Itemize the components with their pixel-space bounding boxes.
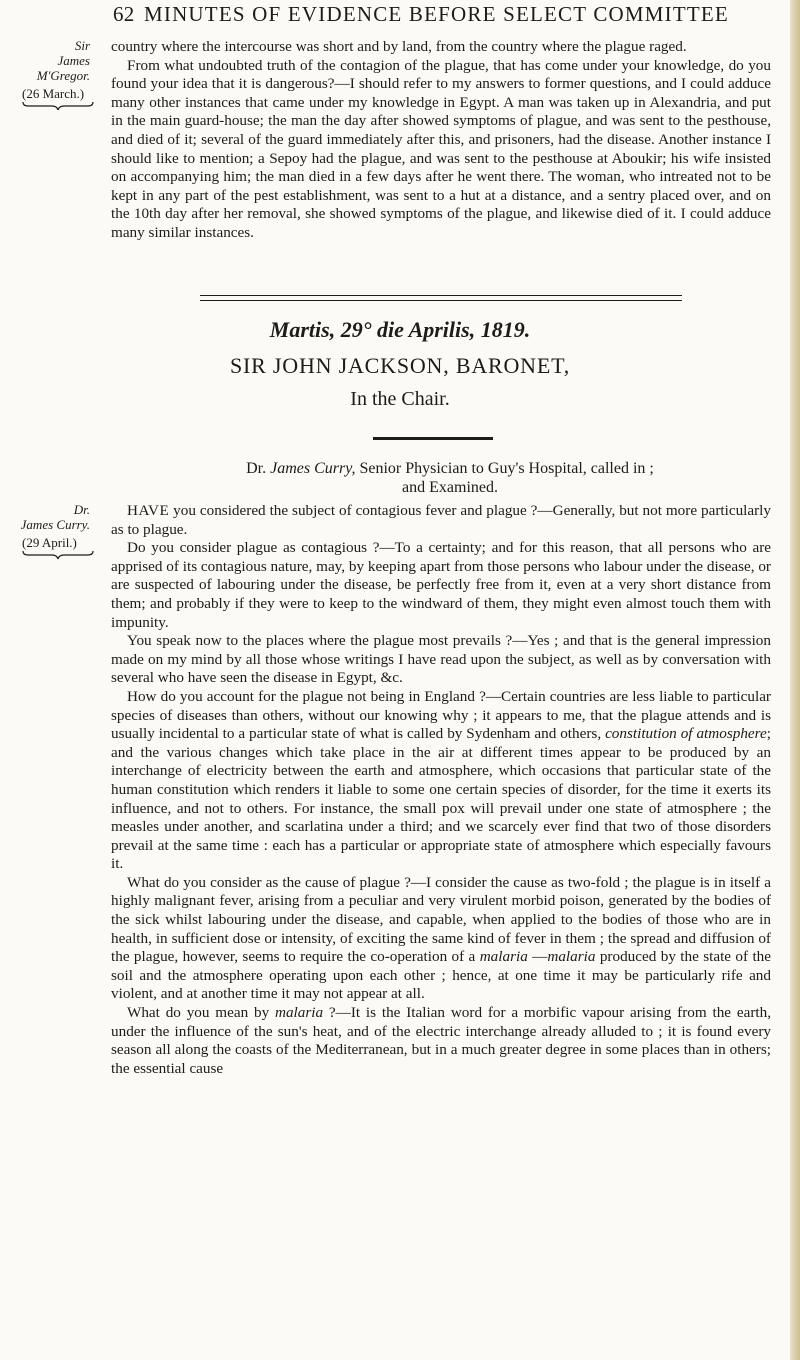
italic-term: malaria bbox=[547, 948, 596, 966]
qa-paragraph bbox=[111, 57, 771, 243]
margin-note-date: (29 April.) bbox=[22, 535, 77, 550]
margin-note-date: (26 March.) bbox=[22, 86, 85, 101]
brace-icon bbox=[22, 101, 94, 111]
drop-cap-word: HAVE bbox=[127, 502, 170, 519]
running-head-title: MINUTES OF EVIDENCE BEFORE SELECT COMMITTEE bbox=[144, 2, 729, 26]
margin-note-title: Sir bbox=[74, 38, 90, 53]
section-divider-rule bbox=[200, 295, 682, 301]
evidence-paragraph: HAVE you considered the subject of contagious fever and plague ?—Generally, but not more particularly as to plague. bbox=[111, 502, 771, 538]
evidence-text-block bbox=[111, 502, 771, 1078]
chair-line: In the Chair. bbox=[350, 388, 450, 410]
witness-intro bbox=[200, 459, 700, 497]
chair-name: SIR JOHN JACKSON, BARONET, bbox=[229, 353, 571, 378]
witness-description: Senior Physician to Guy's Hospital, called in ; bbox=[355, 460, 654, 477]
evidence-paragraph: What do you mean by malaria ?—It is the Italian word for a morbific vapour arising from the earth, under the influence of the sun's heat, and of the electric interchange already alluded to ; it is found every season all along the coasts of the Mediterranean, but in a much greater degree in some places than in others; the essential cause bbox=[111, 1004, 771, 1077]
witness-prefix: Dr. bbox=[246, 460, 267, 477]
answer-text: —I should refer to my answers to former questions, and I could adduce many other instances that came under my knowledge in Egypt. A man was taken up in Alexandria, and put in the main guard-house; the man the day after showed symptoms of plague, and was sent to the pesthouse, and died of it; several of the guard immediately after this, and prisoners, had the disease. Another instance I should like to mention; a Sepoy had the plague, and was sent to the pesthouse at Aboukir; his wife insisted on accompanying him; the man died in a few days after he went there. The woman, who intreated not to be kept in any part of the pest establishment, was sent to a hut at a distance, and a sentry placed over, and on the 10th day after her removal, she showed symptoms of the plague, and likewise died of it. I could adduce many similar instances. bbox=[111, 75, 771, 241]
evidence-paragraph: How do you account for the plague not being in England ?—Certain countries are less liable to particular species of diseases than others, without our knowing why ; it appears to me, that the plague attends and is usually incidental to a particular state of what is called by Sydenham and others, constitution of atmosphere; and the various changes which take place in the air at different times appear to be produced by an interchange of electricity between the earth and atmosphere, which occasions that particular state of the human constitution which renders it liable to some one certain species of disorder, for the time it exerts its influence, and not to others. For instance, the small pox will prevail under one state of atmosphere ; the measles under another, and scarlatina under a third; and we scarcely ever find that two of those disorders prevail at the same time : each has a particular or appropriate state of atmosphere which especially favours it. bbox=[111, 687, 771, 873]
session-date: Martis, 29° die Aprilis, 1819. bbox=[269, 317, 531, 342]
witness-examined: and Examined. bbox=[402, 479, 498, 496]
italic-term: constitution of atmosphere bbox=[605, 725, 767, 743]
continued-paragraph: country where the intercourse was short and by land, from the country where the plague raged. bbox=[111, 38, 687, 55]
brace-icon bbox=[22, 550, 94, 560]
evidence-paragraph: You speak now to the places where the plague most prevails ?—Yes ; and that is the general impression made on my mind by all those whose writings I have read upon the subject, as well as by conversation with several who have seen the disease in Egypt, &c. bbox=[111, 632, 771, 687]
margin-note-curry bbox=[8, 502, 92, 560]
margin-note-name: James M'Gregor. bbox=[36, 53, 90, 83]
short-divider-rule bbox=[373, 437, 493, 440]
question-text: From what undoubted truth of the contagion of the plague, that has come under your knowledge, do you found your idea that it is dangerous? bbox=[111, 56, 771, 93]
running-head bbox=[0, 2, 800, 32]
margin-note-title: Dr. bbox=[73, 502, 90, 517]
margin-note-name: James Curry. bbox=[20, 517, 90, 532]
witness-name: James Curry, bbox=[270, 460, 356, 477]
page-edge-shadow bbox=[790, 0, 800, 1360]
italic-term: malaria bbox=[274, 1004, 324, 1022]
evidence-paragraph: Do you consider plague as contagious ?—To a certainty; and for this reason, that all persons who are apprised of its contagious nature, may, by keeping apart from those persons who labour under the disease, or are suspected of labouring under the disease, be perfectly free from it, even at a very short distance from them; and probably if they were to keep to the windward of them, they might even almost touch them with impunity. bbox=[111, 539, 771, 631]
italic-term: malaria bbox=[479, 948, 528, 966]
page-number: 62 bbox=[113, 2, 135, 26]
continued-text-block bbox=[111, 38, 771, 243]
evidence-paragraph: What do you consider as the cause of plague ?—I consider the cause as two-fold ; the plague is in itself a highly malignant fever, arising from a peculiar and very virulent morbid poison, generated by the bodies of the sick whilst labouring under the disease, and capable, when applied to the bodies of those who are in health, in sufficient dose or intensity, of exciting the same kind of fever in them ; the spread and diffusion of the plague, however, seems to require the co-operation of a malaria —malaria produced by the state of the soil and the atmosphere operating upon each other ; hence, at one time it may be particularly rife and violent, and at another time it may not appear at all. bbox=[111, 873, 772, 1003]
margin-note-mgregor bbox=[8, 38, 92, 111]
